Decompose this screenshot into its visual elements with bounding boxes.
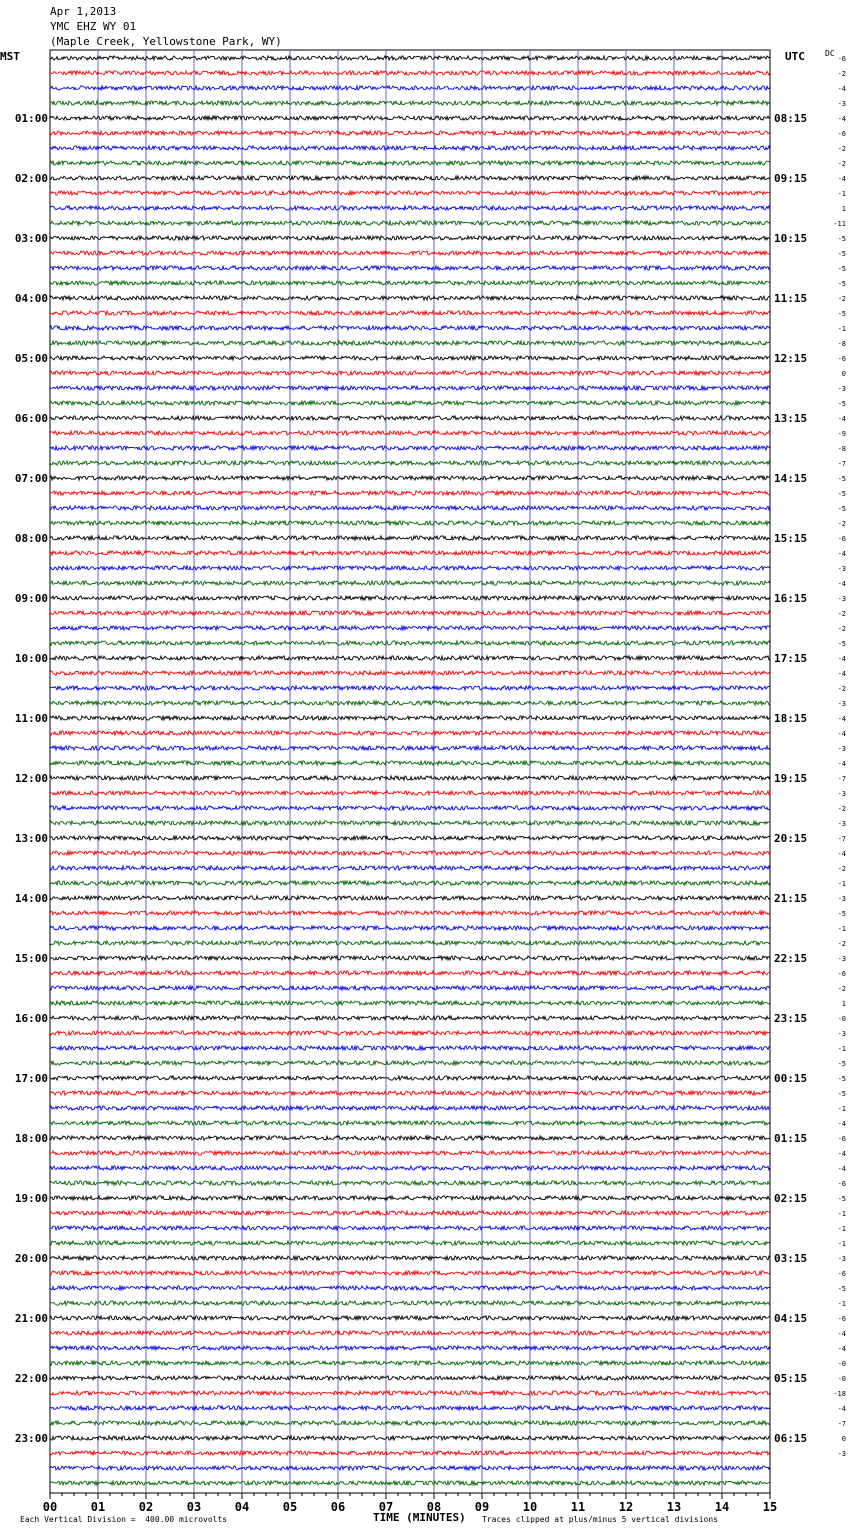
dc-offset-value: -9 [837, 430, 846, 438]
trace-row [50, 1091, 770, 1095]
x-tick-label: 05 [282, 1500, 298, 1514]
trace-row [50, 1211, 770, 1215]
trace-row [50, 761, 770, 765]
trace-row [50, 236, 770, 240]
dc-offset-value: -6 [837, 55, 846, 63]
dc-offset-value: -4 [837, 850, 846, 858]
x-tick-label: 15 [762, 1500, 778, 1514]
trace-row [50, 401, 770, 405]
trace-row [50, 1331, 770, 1335]
left-hour-label: 20:00 [14, 1252, 48, 1265]
dc-offset-value: -5 [837, 1285, 846, 1293]
dc-offset-value: -11 [833, 220, 846, 228]
trace-row [50, 506, 770, 510]
dc-offset-value: -7 [837, 1420, 846, 1428]
trace-row [50, 131, 770, 135]
dc-offset-value: -6 [837, 970, 846, 978]
right-hour-label: 01:15 [774, 1132, 808, 1145]
dc-offset-value: -1 [837, 1240, 846, 1248]
right-hour-label: 15:15 [774, 532, 808, 545]
trace-row [50, 161, 770, 165]
trace-row [50, 116, 770, 120]
left-hour-label: 06:00 [14, 412, 48, 425]
dc-label: DC [825, 49, 835, 58]
x-tick-label: 11 [570, 1500, 586, 1514]
x-tick-label: 01 [90, 1500, 106, 1514]
trace-row [50, 71, 770, 75]
trace-row [50, 1121, 770, 1125]
scale-note: Each Vertical Division = 400.00 microvolts [20, 1515, 228, 1524]
dc-offset-value: -6 [837, 130, 846, 138]
trace-row [50, 896, 770, 900]
trace-row [50, 806, 770, 810]
trace-row [50, 431, 770, 435]
x-tick-label: 02 [138, 1500, 154, 1514]
left-hour-label: 21:00 [14, 1312, 48, 1325]
dc-offset-value: -4 [837, 715, 846, 723]
x-tick-label: 09 [474, 1500, 490, 1514]
dc-offset-value: -2 [837, 295, 846, 303]
dc-offset-value: -2 [837, 160, 846, 168]
dc-offset-value: 1 [841, 205, 846, 213]
trace-row [50, 416, 770, 420]
dc-offset-value: -4 [837, 580, 846, 588]
x-tick-label: 12 [618, 1500, 634, 1514]
dc-offset-value: -8 [837, 340, 846, 348]
right-hour-label: 02:15 [774, 1192, 808, 1205]
trace-row [50, 446, 770, 450]
trace-row [50, 1181, 770, 1185]
left-hour-label: 13:00 [14, 832, 48, 845]
header-location: (Maple Creek, Yellowstone Park, WY) [50, 35, 282, 48]
right-hour-label: 04:15 [774, 1312, 808, 1325]
trace-row [50, 851, 770, 855]
trace-row [50, 986, 770, 990]
right-hour-label: 23:15 [774, 1012, 808, 1025]
left-hour-label: 19:00 [14, 1192, 48, 1205]
dc-offset-column [833, 55, 846, 1458]
dc-offset-value: -1 [837, 1300, 846, 1308]
dc-offset-value: -4 [837, 115, 846, 123]
trace-row [50, 1286, 770, 1290]
right-hour-label: 13:15 [774, 412, 808, 425]
dc-offset-value: -5 [837, 910, 846, 918]
x-tick-label: 07 [378, 1500, 394, 1514]
trace-row [50, 791, 770, 795]
dc-offset-value: -2 [837, 520, 846, 528]
dc-offset-value: -4 [837, 760, 846, 768]
dc-offset-value: -3 [837, 1030, 846, 1038]
dc-offset-value: -5 [837, 400, 846, 408]
dc-offset-value: -1 [837, 1045, 846, 1053]
dc-offset-value: -2 [837, 940, 846, 948]
trace-row [50, 461, 770, 465]
dc-offset-value: -4 [837, 415, 846, 423]
dc-offset-value: -5 [837, 280, 846, 288]
left-hour-label: 09:00 [14, 592, 48, 605]
trace-row [50, 1316, 770, 1320]
trace-row [50, 146, 770, 150]
dc-offset-value: -5 [837, 1075, 846, 1083]
dc-offset-value: -5 [837, 505, 846, 513]
left-hour-label: 16:00 [14, 1012, 48, 1025]
dc-offset-value: -3 [837, 700, 846, 708]
right-hour-label: 17:15 [774, 652, 808, 665]
dc-offset-value: -3 [837, 955, 846, 963]
dc-offset-value: -4 [837, 1120, 846, 1128]
trace-row [50, 56, 770, 60]
trace-row [50, 656, 770, 660]
dc-offset-value: -2 [837, 610, 846, 618]
trace-row [50, 1361, 770, 1365]
dc-offset-value: -5 [837, 1195, 846, 1203]
dc-offset-value: -2 [837, 145, 846, 153]
trace-row [50, 881, 770, 885]
trace-row [50, 1106, 770, 1110]
trace-row [50, 641, 770, 645]
trace-row [50, 491, 770, 495]
dc-offset-value: -0 [837, 1360, 846, 1368]
left-hour-label: 04:00 [14, 292, 48, 305]
dc-offset-value: 0 [841, 370, 846, 378]
x-tick-label: 10 [522, 1500, 538, 1514]
trace-row [50, 326, 770, 330]
trace-row [50, 1466, 770, 1470]
dc-offset-value: -4 [837, 175, 846, 183]
dc-offset-value: -3 [837, 100, 846, 108]
trace-row [50, 311, 770, 315]
dc-offset-value: -1 [837, 1225, 846, 1233]
right-hour-label: 14:15 [774, 472, 808, 485]
trace-row [50, 701, 770, 705]
trace-row [50, 1001, 770, 1005]
header-date: Apr 1,2013 [50, 5, 117, 18]
dc-offset-value: -2 [837, 70, 846, 78]
dc-offset-value: -4 [837, 1405, 846, 1413]
trace-row [50, 176, 770, 180]
dc-offset-value: -18 [833, 1390, 846, 1398]
right-hour-label: 05:15 [774, 1372, 808, 1385]
dc-offset-value: -6 [837, 1270, 846, 1278]
trace-row [50, 191, 770, 195]
dc-offset-value: -5 [837, 1090, 846, 1098]
dc-offset-value: -2 [837, 685, 846, 693]
trace-layer [50, 56, 770, 1485]
trace-row [50, 296, 770, 300]
dc-offset-value: -6 [837, 1180, 846, 1188]
right-hour-label: 00:15 [774, 1072, 808, 1085]
trace-row [50, 221, 770, 225]
right-hour-label: 09:15 [774, 172, 808, 185]
dc-offset-value: -3 [837, 895, 846, 903]
left-hour-label: 22:00 [14, 1372, 48, 1385]
trace-row [50, 1046, 770, 1050]
trace-row [50, 1226, 770, 1230]
trace-row [50, 356, 770, 360]
chart-grid [50, 50, 770, 1493]
trace-row [50, 941, 770, 945]
dc-offset-value: -3 [837, 385, 846, 393]
trace-row [50, 86, 770, 90]
trace-row [50, 1031, 770, 1035]
trace-row [50, 101, 770, 105]
trace-row [50, 371, 770, 375]
left-hour-label: 18:00 [14, 1132, 48, 1145]
right-hour-label: 22:15 [774, 952, 808, 965]
trace-row [50, 1136, 770, 1140]
dc-offset-value: -4 [837, 730, 846, 738]
dc-offset-value: -1 [837, 1210, 846, 1218]
left-hour-label: 10:00 [14, 652, 48, 665]
right-hour-label: 12:15 [774, 352, 808, 365]
x-tick-label: 14 [714, 1500, 730, 1514]
trace-row [50, 1346, 770, 1350]
trace-row [50, 1016, 770, 1020]
dc-offset-value: -4 [837, 85, 846, 93]
left-hour-label: 23:00 [14, 1432, 48, 1445]
right-hour-label: 19:15 [774, 772, 808, 785]
dc-offset-value: -6 [837, 1315, 846, 1323]
trace-row [50, 731, 770, 735]
right-timezone-label: UTC [785, 50, 805, 63]
x-tick-label: 06 [330, 1500, 346, 1514]
trace-row [50, 476, 770, 480]
trace-row [50, 1076, 770, 1080]
trace-row [50, 1241, 770, 1245]
trace-row [50, 1481, 770, 1485]
header-station: YMC EHZ WY 01 [50, 20, 137, 33]
trace-row [50, 1301, 770, 1305]
plot-frame [50, 50, 770, 1493]
left-hour-label: 14:00 [14, 892, 48, 905]
trace-row [50, 1256, 770, 1260]
trace-row [50, 1061, 770, 1065]
trace-row [50, 551, 770, 555]
dc-offset-value: -3 [837, 1255, 846, 1263]
trace-row [50, 821, 770, 825]
x-axis-title: TIME (MINUTES) [373, 1511, 466, 1524]
left-hour-label: 15:00 [14, 952, 48, 965]
trace-row [50, 926, 770, 930]
dc-offset-value: -4 [837, 1330, 846, 1338]
dc-offset-value: -1 [837, 880, 846, 888]
trace-row [50, 536, 770, 540]
trace-row [50, 581, 770, 585]
dc-offset-value: -0 [837, 1375, 846, 1383]
dc-offset-value: -4 [837, 1150, 846, 1158]
dc-offset-value: -4 [837, 1345, 846, 1353]
trace-row [50, 866, 770, 870]
left-hour-label: 12:00 [14, 772, 48, 785]
dc-offset-value: -7 [837, 835, 846, 843]
dc-offset-value: -6 [837, 1135, 846, 1143]
trace-row [50, 1166, 770, 1170]
dc-offset-value: -3 [837, 565, 846, 573]
left-hour-label: 01:00 [14, 112, 48, 125]
left-hour-label: 08:00 [14, 532, 48, 545]
dc-offset-value: -5 [837, 490, 846, 498]
dc-offset-value: -5 [837, 265, 846, 273]
trace-row [50, 776, 770, 780]
dc-offset-value: -5 [837, 1060, 846, 1068]
dc-offset-value: -4 [837, 670, 846, 678]
clipping-note: Traces clipped at plus/minus 5 vertical divisions [482, 1515, 719, 1524]
dc-offset-value: -5 [837, 640, 846, 648]
dc-offset-value: -0 [837, 1015, 846, 1023]
dc-offset-value: -3 [837, 820, 846, 828]
dc-offset-value: 0 [841, 1435, 846, 1443]
dc-offset-value: -3 [837, 595, 846, 603]
right-hour-label: 08:15 [774, 112, 808, 125]
trace-row [50, 251, 770, 255]
dc-offset-value: -4 [837, 1165, 846, 1173]
dc-offset-value: -6 [837, 355, 846, 363]
trace-row [50, 1196, 770, 1200]
right-hour-label: 11:15 [774, 292, 808, 305]
trace-row [50, 716, 770, 720]
dc-offset-value: -5 [837, 250, 846, 258]
dc-offset-value: -3 [837, 745, 846, 753]
right-hour-label: 10:15 [774, 232, 808, 245]
trace-row [50, 281, 770, 285]
dc-offset-value: -5 [837, 310, 846, 318]
x-tick-label: 08 [426, 1500, 442, 1514]
left-hour-label: 17:00 [14, 1072, 48, 1085]
trace-row [50, 1271, 770, 1275]
x-tick-label: 04 [234, 1500, 250, 1514]
trace-row [50, 1436, 770, 1440]
right-hour-label: 06:15 [774, 1432, 808, 1445]
left-hour-label: 11:00 [14, 712, 48, 725]
left-timezone-label: MST [0, 50, 20, 63]
right-hour-label: 21:15 [774, 892, 808, 905]
trace-row [50, 971, 770, 975]
trace-row [50, 1151, 770, 1155]
dc-offset-value: -2 [837, 865, 846, 873]
dc-offset-value: -7 [837, 775, 846, 783]
trace-row [50, 911, 770, 915]
dc-offset-value: -4 [837, 655, 846, 663]
left-hour-label: 03:00 [14, 232, 48, 245]
dc-offset-value: -1 [837, 190, 846, 198]
trace-row [50, 1421, 770, 1425]
trace-row [50, 566, 770, 570]
trace-row [50, 836, 770, 840]
trace-row [50, 206, 770, 210]
dc-offset-value: -3 [837, 790, 846, 798]
dc-offset-value: -3 [837, 1450, 846, 1458]
left-hour-label: 07:00 [14, 472, 48, 485]
dc-offset-value: -5 [837, 475, 846, 483]
dc-offset-value: -1 [837, 325, 846, 333]
trace-row [50, 521, 770, 525]
trace-row [50, 956, 770, 960]
left-hour-label: 05:00 [14, 352, 48, 365]
trace-row [50, 386, 770, 390]
right-hour-label: 20:15 [774, 832, 808, 845]
right-hour-label: 03:15 [774, 1252, 808, 1265]
dc-offset-value: -2 [837, 805, 846, 813]
trace-row [50, 671, 770, 675]
trace-row [50, 611, 770, 615]
dc-offset-value: -2 [837, 985, 846, 993]
trace-row [50, 746, 770, 750]
dc-offset-value: -5 [837, 235, 846, 243]
dc-offset-value: -4 [837, 550, 846, 558]
right-hour-label: 18:15 [774, 712, 808, 725]
dc-offset-value: -7 [837, 460, 846, 468]
trace-row [50, 1451, 770, 1455]
x-tick-label: 00 [42, 1500, 58, 1514]
trace-row [50, 341, 770, 345]
x-tick-label: 13 [666, 1500, 682, 1514]
trace-row [50, 626, 770, 630]
trace-row [50, 596, 770, 600]
dc-offset-value: -1 [837, 925, 846, 933]
trace-row [50, 1406, 770, 1410]
x-tick-label: 03 [186, 1500, 202, 1514]
trace-row [50, 1376, 770, 1380]
trace-row [50, 686, 770, 690]
dc-offset-value: -1 [837, 1105, 846, 1113]
dc-offset-value: -6 [837, 535, 846, 543]
dc-offset-value: -2 [837, 625, 846, 633]
dc-offset-value: -8 [837, 445, 846, 453]
right-hour-label: 16:15 [774, 592, 808, 605]
trace-row [50, 1391, 770, 1395]
trace-row [50, 266, 770, 270]
dc-offset-value: 1 [841, 1000, 846, 1008]
left-hour-label: 02:00 [14, 172, 48, 185]
